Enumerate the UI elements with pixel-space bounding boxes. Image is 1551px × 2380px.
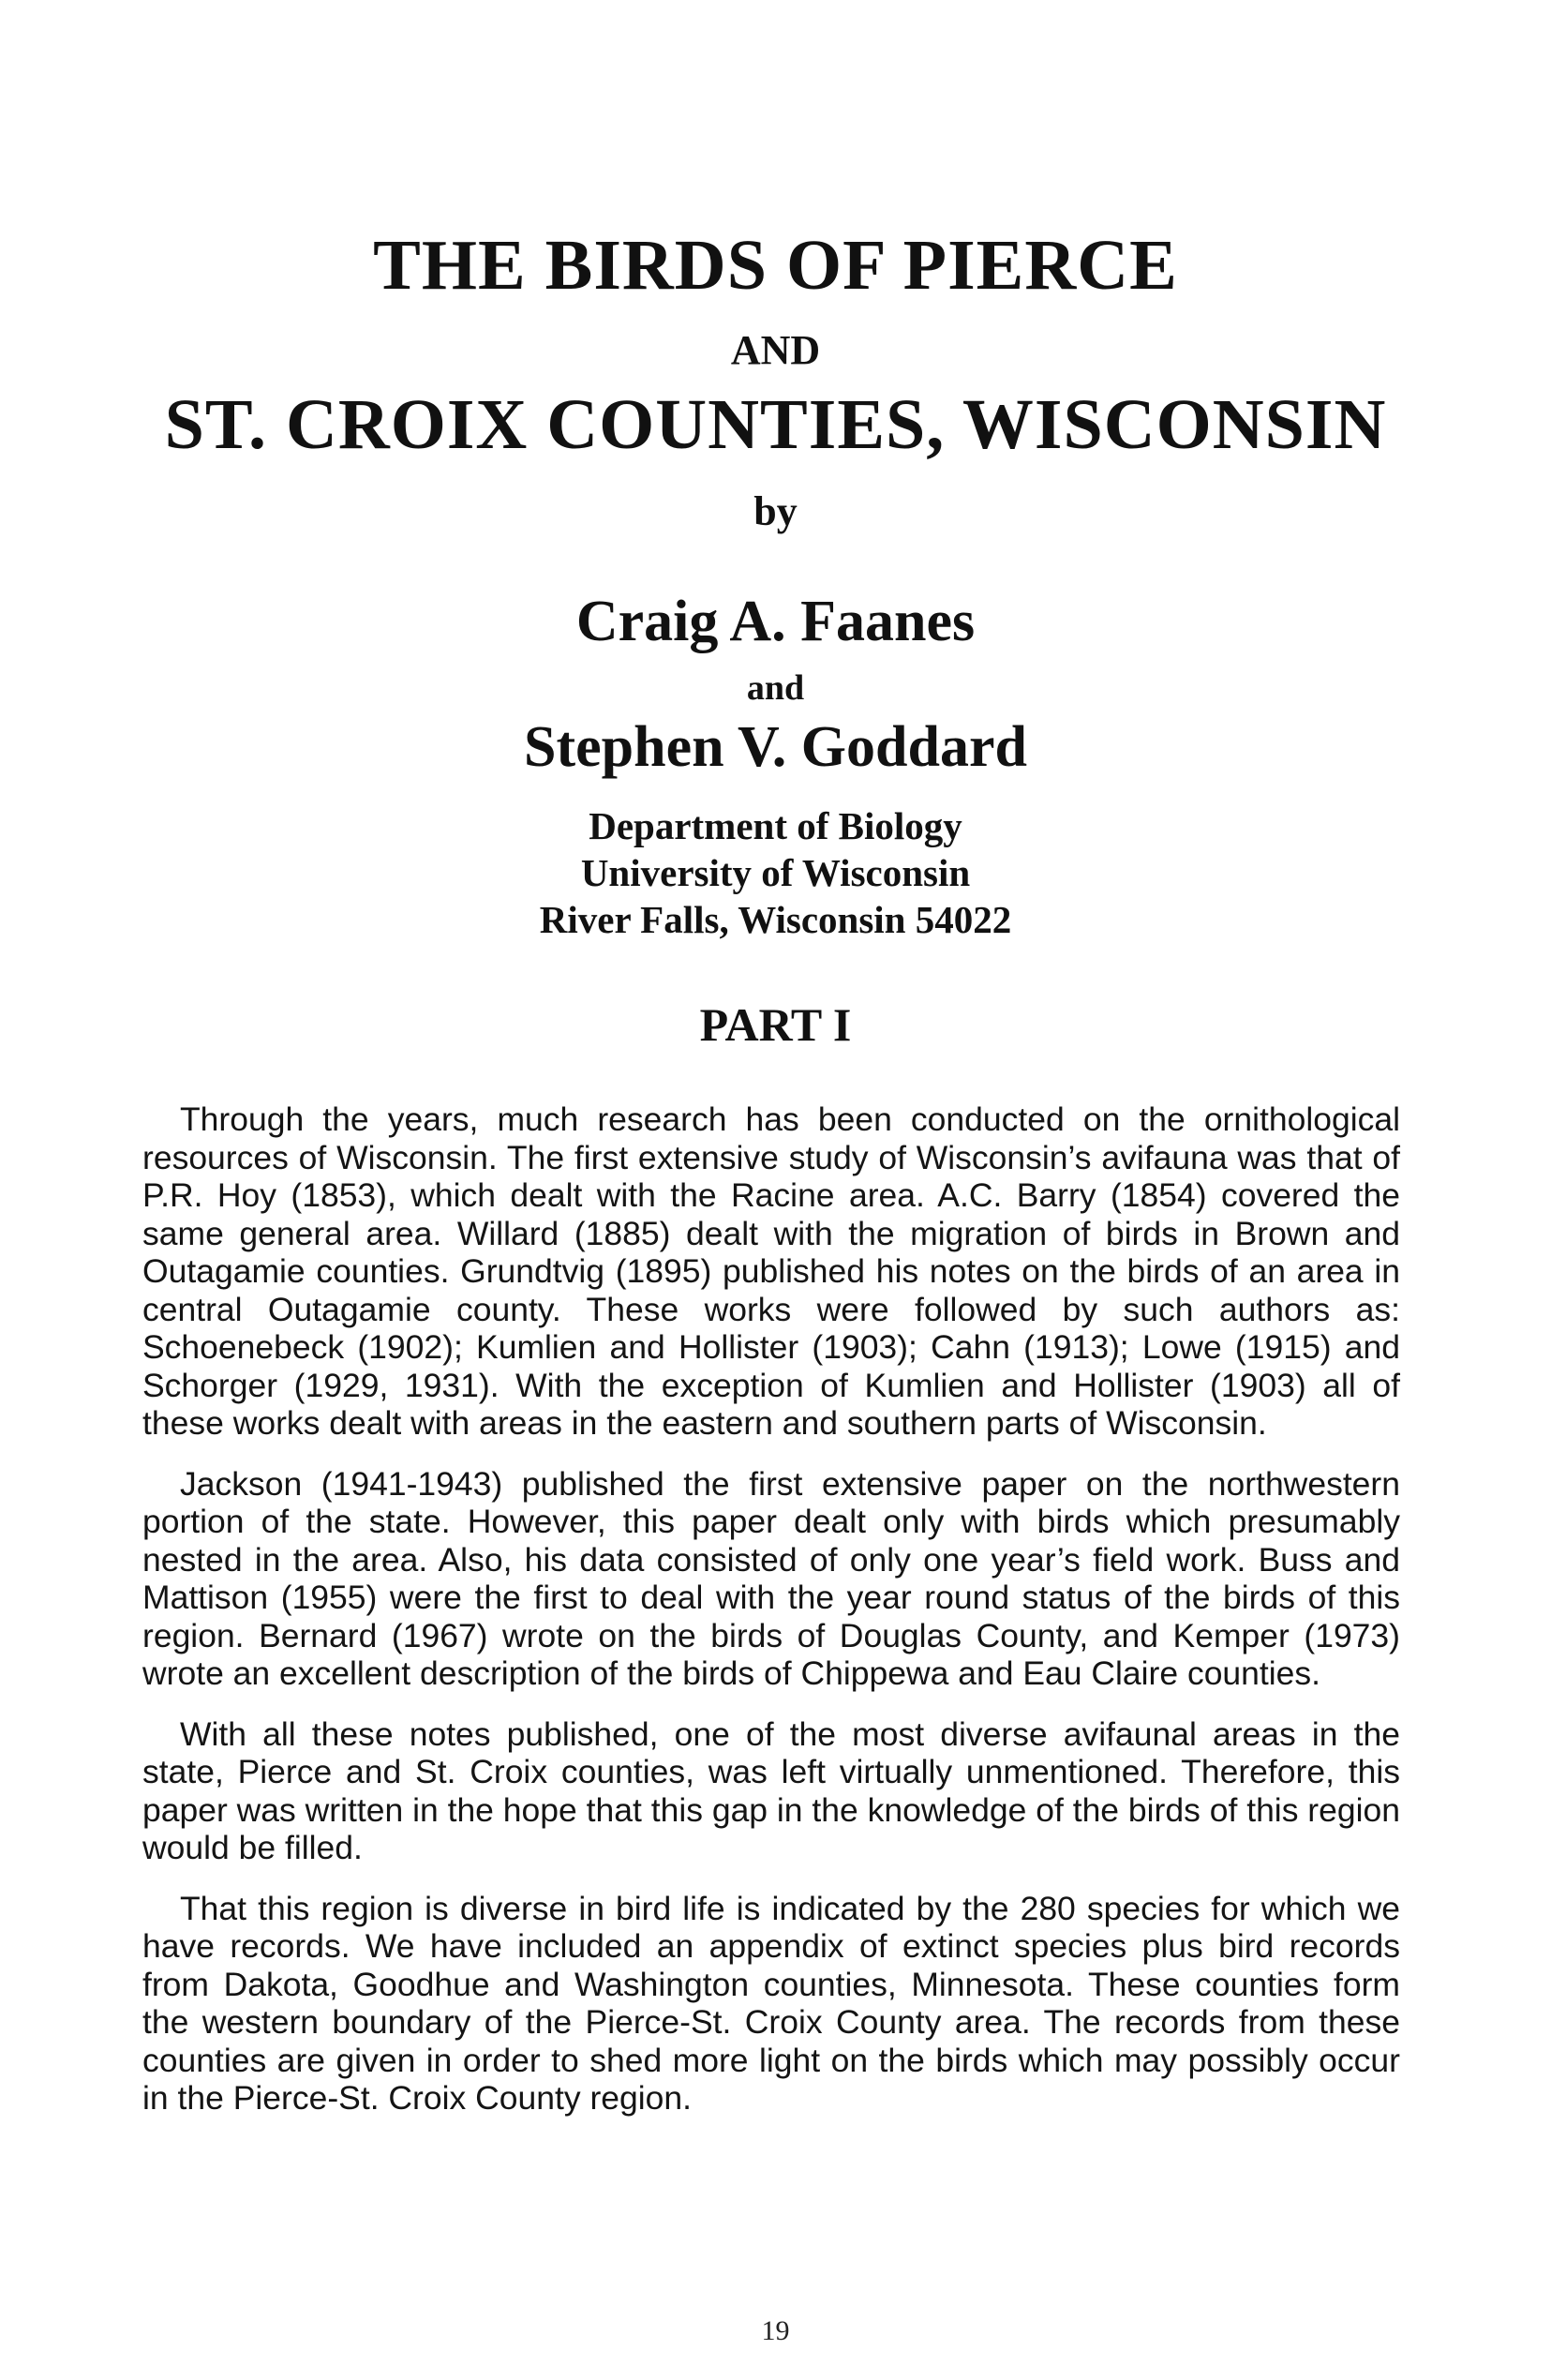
- body-paragraph-2: Jackson (1941-1943) published the first extensive paper on the northwestern portion of the state. However, this paper dealt only with birds which presumably nested in the area. Also, his data consisted of only one year’s field work. Buss and Mattison (1955) were the first to deal with the year round status of the birds of this region. Bernard (1967) wrote on the birds of Douglas County, and Kemper (1973) wrote an excellent description of the birds of Chippewa and Eau Claire counties.: [142, 1464, 1400, 1692]
- body-paragraph-4: That this region is diverse in bird life is indicated by the 280 species for which we have records. We have included an appendix of extinct species plus bird records from Dakota, Goodhue and Washington counties, Minnesota. These counties form the western boundary of the Pierce-St. Croix County area. The records from these counties are given in order to shed more light on the birds which may possibly occur in the Pierce-St. Croix County region.: [142, 1889, 1400, 2117]
- author-name-1: Craig A. Faanes: [575, 590, 976, 653]
- body-paragraph-1: Through the years, much research has been conducted on the ornithological resources of Wisconsin. The first extensive study of Wisconsin’s avifauna was that of P.R. Hoy (1853), which dealt with the Racine area. A.C. Barry (1854) covered the same general area. Willard (1885) dealt with the migration of birds in Brown and Outagamie counties. Grundtvig (1895) published his notes on the birds of an area in central Outagamie county. These works were followed by such authors as: Schoenebeck (1902); Kumlien and Hollister (1903); Cahn (1913); Lowe (1915) and Schorger (1929, 1931). With the exception of Kumlien and Hollister (1903) all of these works dealt with areas in the eastern and southern parts of Wisconsin.: [142, 1100, 1400, 1442]
- affiliation-address: River Falls, Wisconsin 54022: [539, 898, 1012, 941]
- article-body: [142, 1100, 1400, 2140]
- author-name-2: Stephen V. Goddard: [524, 715, 1027, 779]
- affiliation-department: Department of Biology: [589, 804, 962, 847]
- page-number: 19: [761, 2315, 790, 2346]
- affiliation-university: University of Wisconsin: [580, 851, 971, 894]
- article-title-line-1: THE BIRDS OF PIERCE: [373, 226, 1178, 305]
- byline-label: by: [753, 488, 798, 534]
- affiliation-block: [0, 802, 1551, 943]
- article-title-conjunction: AND: [730, 327, 821, 373]
- article-title-line-2: ST. CROIX COUNTIES, WISCONSIN: [164, 385, 1387, 464]
- body-paragraph-3: With all these notes published, one of the most diverse avifaunal areas in the state, Pierce and St. Croix counties, was left virtually unmentioned. Therefore, this paper was written in the hope that this gap in the knowledge of the birds of this region would be filled.: [142, 1714, 1400, 1866]
- section-heading: PART I: [699, 998, 852, 1051]
- author-conjunction: and: [746, 668, 805, 708]
